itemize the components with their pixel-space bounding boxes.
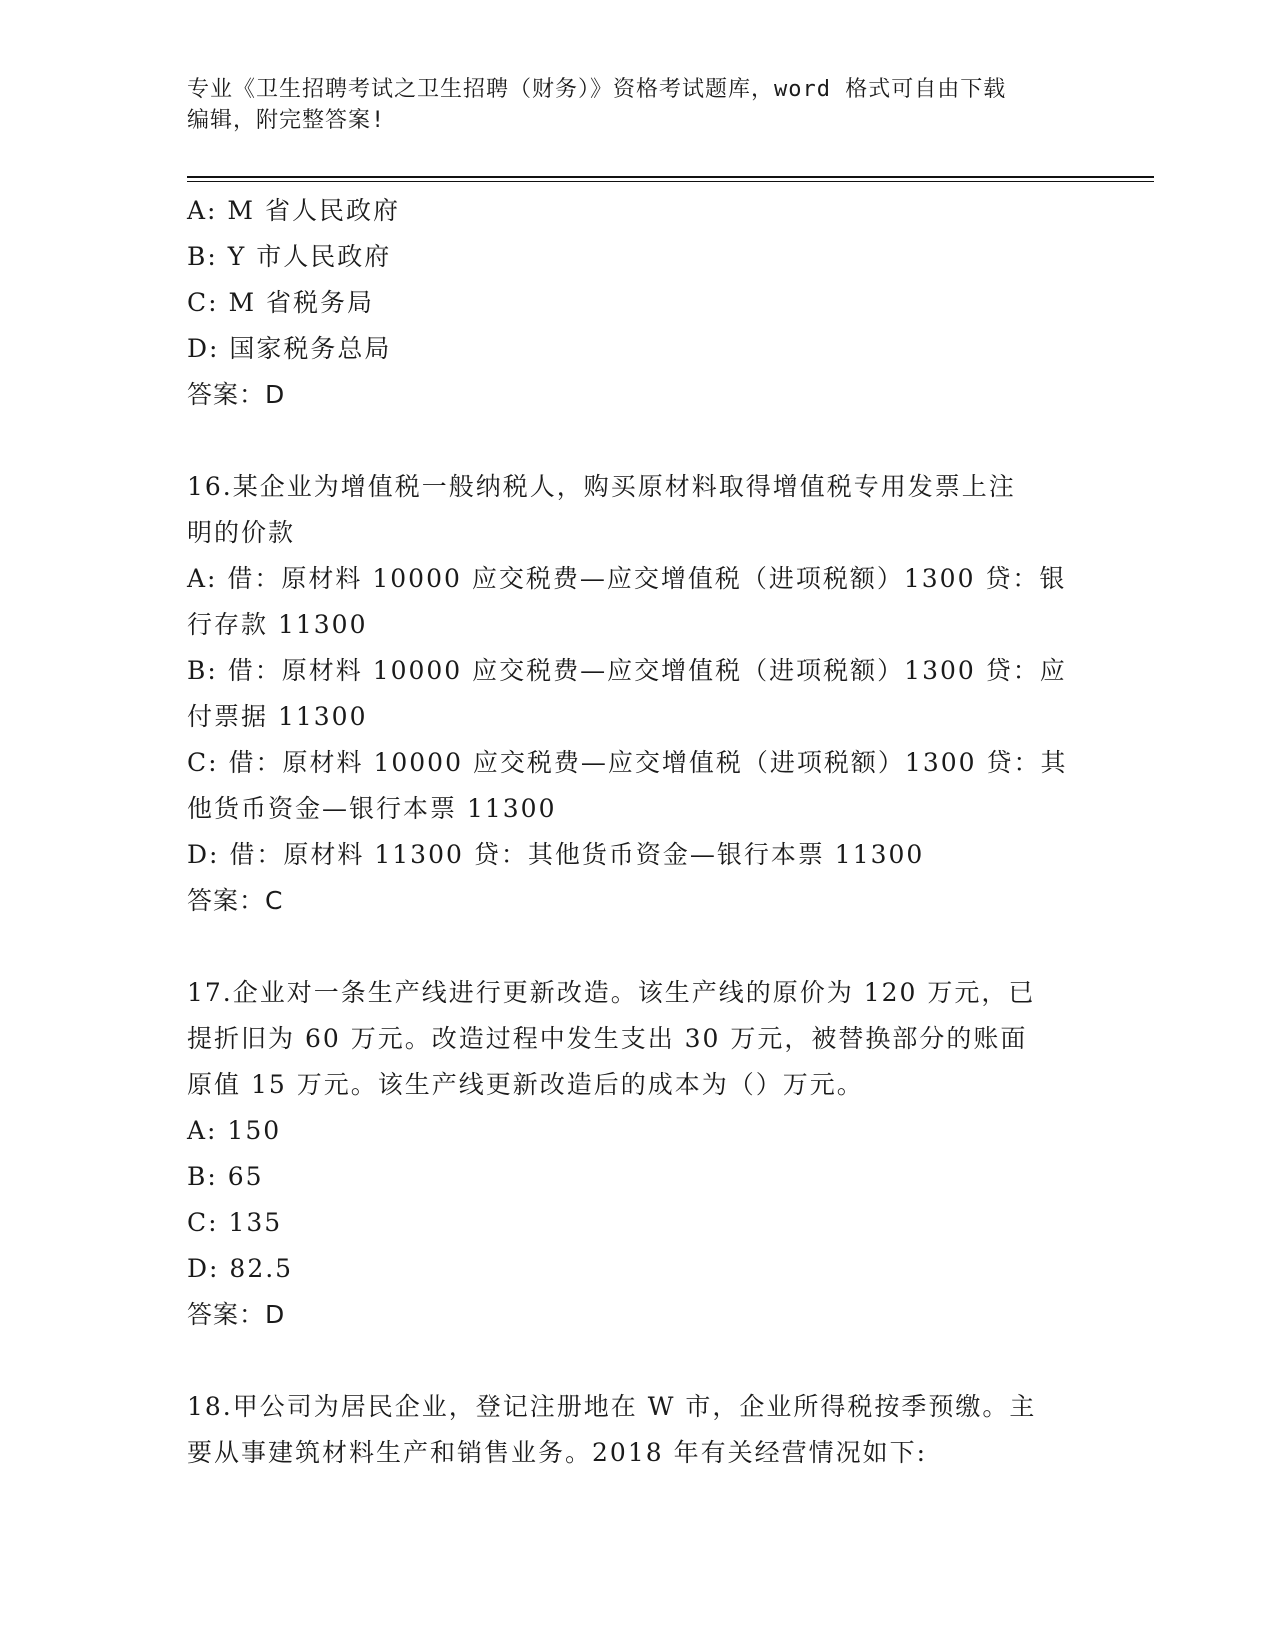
q17-option-b: B: 65 (187, 1162, 264, 1191)
q15-option-d: D: 国家税务总局 (187, 334, 392, 363)
q15-option-c: C: M 省税务局 (187, 288, 375, 317)
q15-option-b: B: Y 市人民政府 (187, 242, 392, 271)
q16-option-c-line-1: C: 借：原材料 10000 应交税费—应交增值税（进项税额）1300 贷：其 (187, 748, 1068, 777)
q17-option-d: D: 82.5 (187, 1254, 294, 1283)
q17-answer: 答案：D (187, 1300, 286, 1329)
q17-stem-line-3: 原值 15 万元。该生产线更新改造后的成本为（）万元。 (187, 1070, 864, 1099)
q16-stem-line-2: 明的价款 (187, 518, 296, 547)
q16-option-a-line-2: 行存款 11300 (187, 610, 368, 639)
q15-option-a: A: M 省人民政府 (187, 196, 400, 225)
spacer (187, 924, 1087, 970)
q16-option-a-line-1: A: 借：原材料 10000 应交税费—应交增值税（进项税额）1300 贷：银 (187, 564, 1067, 593)
header-rule-thin (187, 181, 1154, 182)
q16-answer: 答案：C (187, 886, 284, 915)
q17-stem-line-1: 17.企业对一条生产线进行更新改造。该生产线的原价为 120 万元，已 (187, 978, 1036, 1007)
q16-option-b-line-1: B: 借：原材料 10000 应交税费—应交增值税（进项税额）1300 贷：应 (187, 656, 1067, 685)
document-body (187, 188, 1087, 1476)
spacer (187, 1338, 1087, 1384)
q16-option-b-line-2: 付票据 11300 (187, 702, 368, 731)
q15-answer: 答案：D (187, 380, 286, 409)
q18-stem-line-1: 18.甲公司为居民企业，登记注册地在 W 市，企业所得税按季预缴。主 (187, 1392, 1037, 1421)
header-line-2: 编辑，附完整答案! (187, 108, 386, 133)
question-16 (187, 464, 1087, 924)
question-15 (187, 188, 1087, 418)
question-17 (187, 970, 1087, 1338)
q18-stem-line-2: 要从事建筑材料生产和销售业务。2018 年有关经营情况如下: (187, 1438, 927, 1467)
q16-option-d: D: 借：原材料 11300 贷：其他货币资金—银行本票 11300 (187, 840, 925, 869)
question-18 (187, 1384, 1087, 1476)
header-rule-thick (187, 176, 1154, 178)
q17-stem-line-2: 提折旧为 60 万元。改造过程中发生支出 30 万元，被替换部分的账面 (187, 1024, 1028, 1053)
q16-stem-line-1: 16.某企业为增值税一般纳税人，购买原材料取得增值税专用发票上注 (187, 472, 1016, 501)
spacer (187, 418, 1087, 464)
header-line-1: 专业《卫生招聘考试之卫生招聘（财务）》资格考试题库，word 格式可自由下载 (187, 77, 1007, 102)
document-header (187, 74, 1067, 136)
q17-option-a: A: 150 (187, 1116, 282, 1145)
q16-option-c-line-2: 他货币资金—银行本票 11300 (187, 794, 557, 823)
q17-option-c: C: 135 (187, 1208, 283, 1237)
